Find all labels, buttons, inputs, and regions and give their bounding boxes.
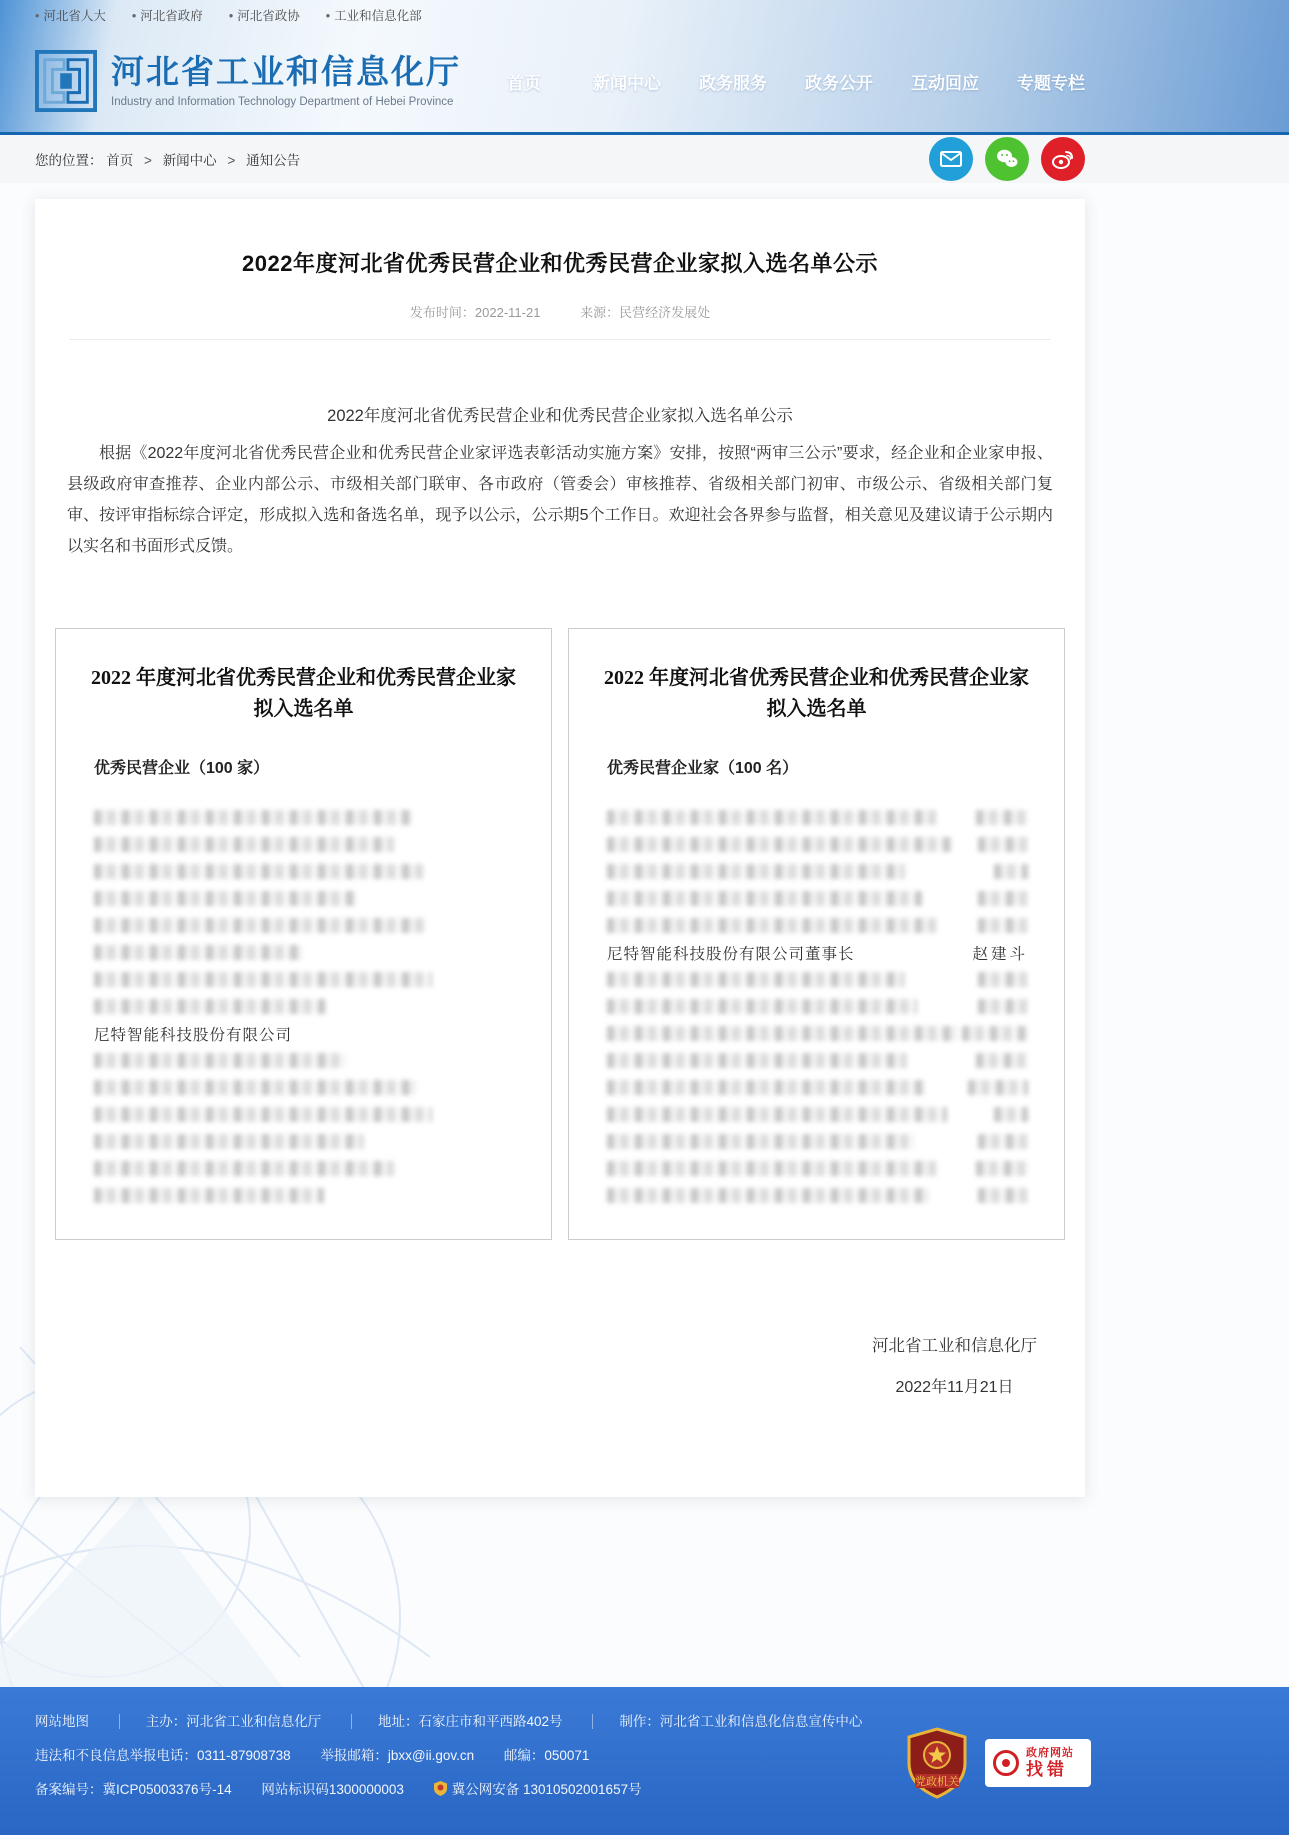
nav-news[interactable]: 新闻中心	[593, 73, 661, 93]
weibo-icon	[1050, 146, 1076, 172]
list-item-redacted	[90, 993, 517, 1020]
find-error-top-label: 政府网站	[1026, 1746, 1074, 1759]
site-subtitle-en: Industry and Information Technology Department of Hebei Province	[111, 95, 454, 108]
list-item-redacted	[603, 1155, 1030, 1182]
list-item-redacted	[603, 1074, 1030, 1101]
list-item-redacted	[90, 885, 517, 912]
entrepreneur-list-subtitle: 优秀民营企业家（100 名）	[607, 760, 799, 777]
footer-organizer: 主办：河北省工业和信息化厅	[119, 1714, 322, 1729]
entrepreneur-list	[603, 804, 1030, 1209]
list-item-redacted	[90, 1047, 517, 1074]
nav-interaction[interactable]: 互动回应	[911, 73, 979, 93]
enterprise-list-box	[55, 628, 552, 1240]
breadcrumb	[35, 149, 300, 169]
list-item-redacted	[90, 966, 517, 993]
site-title: 河北省工业和信息化厅	[111, 53, 461, 91]
main-nav	[507, 69, 1085, 94]
topbar-link-miit[interactable]: • 工业和信息化部	[325, 9, 422, 23]
breadcrumb-home[interactable]: 首页	[106, 153, 134, 168]
bullet-icon: •	[35, 9, 40, 23]
footer-sitemap-link[interactable]: 网站地图	[35, 1714, 89, 1729]
police-shield-icon	[434, 1781, 447, 1796]
bullet-icon: •	[228, 9, 234, 23]
breadcrumb-bar	[0, 135, 1289, 183]
publish-date: 发布时间：2022-11-21	[409, 305, 541, 320]
footer-icp-link[interactable]: 备案编号：冀ICP05003376号-14	[35, 1782, 232, 1797]
list-item-redacted	[90, 831, 517, 858]
footer-producer: 制作：河北省工业和信息化信息宣传中心	[592, 1714, 862, 1729]
footer-address: 地址：石家庄市和平西路402号	[351, 1714, 563, 1729]
footer	[0, 1687, 1289, 1835]
department-logo-icon	[35, 50, 97, 112]
article-card	[35, 199, 1085, 1497]
nav-disclosure[interactable]: 政务公开	[805, 73, 873, 93]
breadcrumb-separator: >	[227, 153, 236, 168]
footer-report-phone: 违法和不良信息举报电话：0311-87908738	[35, 1748, 291, 1763]
list-item-redacted	[90, 858, 517, 885]
main-area	[0, 183, 1289, 1687]
list-item-redacted	[603, 804, 1030, 831]
list-item-redacted	[603, 912, 1030, 939]
wechat-icon	[994, 146, 1020, 172]
party-gov-badge-label: 党政机关	[915, 1776, 959, 1788]
list-item-redacted	[603, 1020, 1030, 1047]
topbar-link-zhengxie[interactable]: • 河北省政协	[228, 9, 300, 23]
article-meta	[55, 302, 1065, 321]
body-paragraph: 根据《2022年度河北省优秀民营企业和优秀民营企业家评选表彰活动实施方案》安排，按照“两审三公示”要求，经企业和企业家申报、县级政府审查推荐、企业内部公示、市级相关部门联审、各市政府（管委会）审核推荐、省级相关部门初审、市级公示、省级相关部门复审、按评审指标综合评定，形成拟入选和备选名单，现予以公示，公示期5个工作日。欢迎社会各界参与监督，相关意见及建议请于公示期内以实名和书面形式反馈。	[67, 445, 1053, 555]
topbar	[0, 0, 1289, 30]
topbar-link-zhengfu[interactable]: • 河北省政府	[131, 9, 203, 23]
nav-home[interactable]: 首页	[507, 73, 541, 93]
footer-security-record[interactable]: 冀公网安备 13010502001657号	[434, 1782, 642, 1797]
weibo-share-button[interactable]	[1041, 137, 1085, 181]
share-toolbar	[929, 135, 1085, 183]
list-item-redacted	[90, 939, 517, 966]
divider	[69, 339, 1051, 340]
signature-org: 河北省工业和信息化厅	[872, 1337, 1037, 1355]
list-item-redacted	[603, 885, 1030, 912]
list-item-redacted	[90, 1074, 517, 1101]
body-heading: 2022年度河北省优秀民营企业和优秀民营企业家拟入选名单公示	[327, 407, 793, 425]
footer-report-email: 举报邮箱：jbxx@ii.gov.cn	[320, 1748, 475, 1763]
breadcrumb-notices[interactable]: 通知公告	[246, 153, 301, 168]
list-item-redacted	[90, 1155, 517, 1182]
list-item-visible: 尼特智能科技股份有限公司董事长 赵建斗	[607, 945, 1028, 963]
find-error-bottom-label: 找错	[1026, 1759, 1068, 1779]
footer-site-id: 网站标识码1300000003	[261, 1782, 404, 1797]
topbar-link-renda[interactable]: • 河北省人大	[35, 9, 106, 23]
envelope-icon	[939, 147, 963, 171]
list-item-redacted	[603, 1182, 1030, 1209]
site-logo[interactable]	[35, 50, 461, 112]
party-gov-badge[interactable]	[905, 1727, 969, 1799]
shortlist-boxes	[55, 628, 1065, 1240]
footer-postcode: 邮编：050071	[503, 1748, 590, 1763]
find-error-widget[interactable]	[985, 1739, 1091, 1787]
enterprise-list-subtitle: 优秀民营企业（100 家）	[94, 760, 270, 777]
nav-services[interactable]: 政务服务	[699, 73, 767, 93]
list-item-redacted	[603, 966, 1030, 993]
list-item-redacted	[90, 1182, 517, 1209]
list-item-redacted	[603, 831, 1030, 858]
list-item-redacted	[603, 1047, 1030, 1074]
article-title: 2022年度河北省优秀民营企业和优秀民营企业家拟入选名单公示	[242, 251, 878, 276]
article-signature	[55, 1332, 1065, 1397]
list-item-redacted	[90, 804, 517, 831]
list-item-redacted	[90, 1128, 517, 1155]
bullet-icon: •	[131, 9, 137, 23]
list-item-redacted	[90, 912, 517, 939]
list-item-redacted	[603, 1101, 1030, 1128]
list-item-redacted	[90, 1101, 517, 1128]
bullet-icon: •	[325, 9, 331, 23]
entrepreneur-list-box	[568, 628, 1065, 1240]
entrepreneur-list-title: 2022 年度河北省优秀民营企业和优秀民营企业家 拟入选名单	[604, 667, 1029, 720]
breadcrumb-news-center[interactable]: 新闻中心	[162, 153, 217, 168]
header	[0, 0, 1289, 135]
email-share-button[interactable]	[929, 137, 973, 181]
list-item-redacted	[603, 1128, 1030, 1155]
signature-date: 2022年11月21日	[895, 1379, 1014, 1396]
gov-find-error-icon	[993, 1750, 1019, 1776]
article-source: 来源：民营经济发展处	[580, 305, 711, 320]
wechat-share-button[interactable]	[985, 137, 1029, 181]
nav-topics[interactable]: 专题专栏	[1017, 73, 1085, 93]
list-item-redacted	[603, 858, 1030, 885]
enterprise-list	[90, 804, 517, 1209]
list-item-redacted	[603, 993, 1030, 1020]
enterprise-list-title: 2022 年度河北省优秀民营企业和优秀民营企业家 拟入选名单	[91, 667, 516, 720]
breadcrumb-separator: >	[144, 153, 152, 168]
list-item-visible: 尼特智能科技股份有限公司	[94, 1026, 293, 1044]
breadcrumb-label: 您的位置：	[35, 153, 103, 168]
